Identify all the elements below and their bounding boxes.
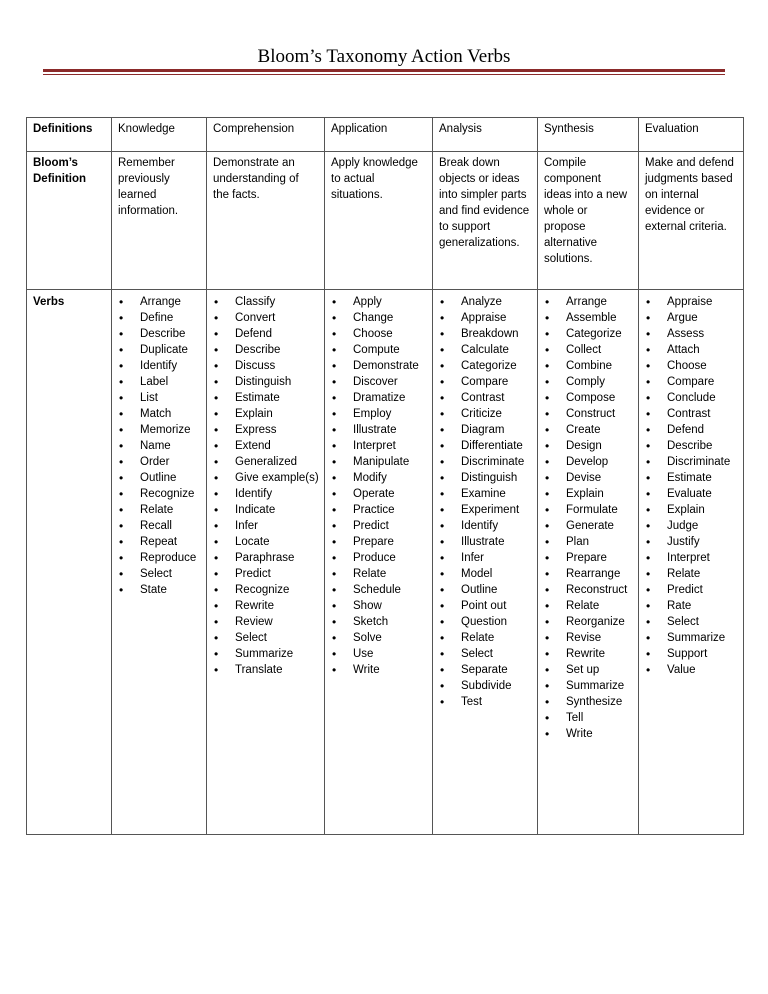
verb-item: • Write [331, 662, 427, 678]
verb-item: • Plan [544, 534, 633, 550]
verb-item: • Extend [213, 438, 319, 454]
verb-item: • Outline [118, 470, 201, 486]
verb-item: • Arrange [544, 294, 633, 310]
header-cell: Application [325, 118, 433, 152]
verb-item: • Discover [331, 374, 427, 390]
verb-item: • Justify [645, 534, 738, 550]
verb-item: • Illustrate [331, 422, 427, 438]
verb-list [439, 294, 532, 710]
verb-item: • Assemble [544, 310, 633, 326]
verb-item: • Explain [645, 502, 738, 518]
verb-item: • Predict [331, 518, 427, 534]
verb-item: • Calculate [439, 342, 532, 358]
verb-item: • Combine [544, 358, 633, 374]
verb-item: • Judge [645, 518, 738, 534]
verb-item: • Repeat [118, 534, 201, 550]
verb-item: • Operate [331, 486, 427, 502]
verb-item: • Reproduce [118, 550, 201, 566]
definition-cell: Apply knowledge to actual situations. [325, 152, 433, 290]
verb-item: • Distinguish [213, 374, 319, 390]
verb-item: • Rewrite [213, 598, 319, 614]
verb-item: • State [118, 582, 201, 598]
verb-item: • Estimate [645, 470, 738, 486]
verb-item: • Locate [213, 534, 319, 550]
verb-item: • Interpret [645, 550, 738, 566]
verb-item: • Separate [439, 662, 532, 678]
verb-item: • Categorize [439, 358, 532, 374]
definition-cell: Demonstrate an understanding of the facts. [207, 152, 325, 290]
verb-item: • Evaluate [645, 486, 738, 502]
verb-item: • Memorize [118, 422, 201, 438]
verb-item: • Duplicate [118, 342, 201, 358]
verb-item: • Construct [544, 406, 633, 422]
verb-item: • List [118, 390, 201, 406]
verb-item: • Appraise [645, 294, 738, 310]
verb-item: • Select [439, 646, 532, 662]
verb-item: • Identify [439, 518, 532, 534]
verb-item: • Compare [645, 374, 738, 390]
verb-item: • Show [331, 598, 427, 614]
header-row [27, 118, 744, 152]
verb-item: • Sketch [331, 614, 427, 630]
verb-item: • Formulate [544, 502, 633, 518]
verb-item: • Classify [213, 294, 319, 310]
title-rule-thick [43, 69, 725, 72]
verb-item: • Order [118, 454, 201, 470]
verb-item: • Convert [213, 310, 319, 326]
verb-item: • Identify [118, 358, 201, 374]
verb-item: • Rate [645, 598, 738, 614]
verb-item: • Practice [331, 502, 427, 518]
verb-item: • Give example(s) [213, 470, 319, 486]
verb-item: • Summarize [544, 678, 633, 694]
verb-item: • Examine [439, 486, 532, 502]
verb-item: • Review [213, 614, 319, 630]
verb-item: • Match [118, 406, 201, 422]
verb-item: • Relate [439, 630, 532, 646]
verb-item: • Explain [544, 486, 633, 502]
verb-item: • Paraphrase [213, 550, 319, 566]
verb-item: • Analyze [439, 294, 532, 310]
verb-item: • Question [439, 614, 532, 630]
verb-item: • Compute [331, 342, 427, 358]
verb-item: • Tell [544, 710, 633, 726]
verb-item: • Write [544, 726, 633, 742]
verb-item: • Subdivide [439, 678, 532, 694]
verb-item: • Argue [645, 310, 738, 326]
verb-item: • Conclude [645, 390, 738, 406]
verb-item: • Design [544, 438, 633, 454]
verbs-cell [112, 290, 207, 835]
verb-item: • Dramatize [331, 390, 427, 406]
verb-item: • Summarize [645, 630, 738, 646]
verb-item: • Point out [439, 598, 532, 614]
verbs-cell [325, 290, 433, 835]
verb-item: • Discuss [213, 358, 319, 374]
verb-item: • Create [544, 422, 633, 438]
verb-item: • Synthesize [544, 694, 633, 710]
verb-item: • Discriminate [439, 454, 532, 470]
verb-item: • Recognize [213, 582, 319, 598]
verb-item: • Diagram [439, 422, 532, 438]
verb-item: • Translate [213, 662, 319, 678]
verb-item: • Infer [213, 518, 319, 534]
verb-item: • Compare [439, 374, 532, 390]
verb-item: • Choose [331, 326, 427, 342]
verb-item: • Defend [645, 422, 738, 438]
verb-item: • Breakdown [439, 326, 532, 342]
verb-item: • Schedule [331, 582, 427, 598]
verb-item: • Explain [213, 406, 319, 422]
definition-cell: Break down objects or ideas into simpler parts and find evidence to support generalizations. [433, 152, 538, 290]
verb-item: • Express [213, 422, 319, 438]
verb-item: • Select [118, 566, 201, 582]
verb-item: • Relate [645, 566, 738, 582]
verb-item: • Estimate [213, 390, 319, 406]
definition-label: Bloom’s Definition [27, 152, 112, 290]
verb-list [118, 294, 201, 598]
verb-item: • Identify [213, 486, 319, 502]
verb-item: • Develop [544, 454, 633, 470]
verb-item: • Rewrite [544, 646, 633, 662]
verb-item: • Interpret [331, 438, 427, 454]
verb-item: • Outline [439, 582, 532, 598]
verb-item: • Apply [331, 294, 427, 310]
verb-item: • Rearrange [544, 566, 633, 582]
taxonomy-table [26, 117, 744, 835]
header-cell: Knowledge [112, 118, 207, 152]
header-cell: Definitions [27, 118, 112, 152]
definition-cell: Compile component ideas into a new whole or propose alternative solutions. [538, 152, 639, 290]
title-rule-thin [43, 74, 725, 75]
page-title: Bloom’s Taxonomy Action Verbs [257, 46, 511, 67]
header-cell: Evaluation [639, 118, 744, 152]
verb-item: • Distinguish [439, 470, 532, 486]
verb-item: • Infer [439, 550, 532, 566]
verb-item: • Attach [645, 342, 738, 358]
verb-item: • Label [118, 374, 201, 390]
verb-list [544, 294, 633, 742]
verb-item: • Criticize [439, 406, 532, 422]
verb-item: • Select [645, 614, 738, 630]
verb-item: • Demonstrate [331, 358, 427, 374]
verb-item: • Contrast [439, 390, 532, 406]
verb-item: • Appraise [439, 310, 532, 326]
verb-item: • Summarize [213, 646, 319, 662]
verb-item: • Solve [331, 630, 427, 646]
verb-item: • Predict [213, 566, 319, 582]
verb-item: • Produce [331, 550, 427, 566]
verb-item: • Predict [645, 582, 738, 598]
verb-item: • Assess [645, 326, 738, 342]
verb-item: • Differentiate [439, 438, 532, 454]
verb-item: • Recognize [118, 486, 201, 502]
verb-item: • Model [439, 566, 532, 582]
verb-item: • Revise [544, 630, 633, 646]
verb-item: • Change [331, 310, 427, 326]
definition-row [27, 152, 744, 290]
verb-item: • Indicate [213, 502, 319, 518]
verb-item: • Collect [544, 342, 633, 358]
verb-item: • Defend [213, 326, 319, 342]
verb-item: • Recall [118, 518, 201, 534]
verb-item: • Select [213, 630, 319, 646]
verb-item: • Illustrate [439, 534, 532, 550]
verb-item: • Choose [645, 358, 738, 374]
verb-item: • Compose [544, 390, 633, 406]
verb-item: • Reorganize [544, 614, 633, 630]
verb-list [213, 294, 319, 678]
verb-item: • Name [118, 438, 201, 454]
header-cell: Analysis [433, 118, 538, 152]
verb-item: • Use [331, 646, 427, 662]
verb-list [645, 294, 738, 678]
header-cell: Synthesis [538, 118, 639, 152]
verb-item: • Set up [544, 662, 633, 678]
verb-item: • Prepare [544, 550, 633, 566]
verb-item: • Arrange [118, 294, 201, 310]
verbs-cell [639, 290, 744, 835]
verb-item: • Experiment [439, 502, 532, 518]
verb-item: • Describe [645, 438, 738, 454]
verb-item: • Comply [544, 374, 633, 390]
verb-item: • Value [645, 662, 738, 678]
verbs-row [27, 290, 744, 835]
verb-item: • Discriminate [645, 454, 738, 470]
verb-item: • Define [118, 310, 201, 326]
verb-item: • Modify [331, 470, 427, 486]
verb-item: • Generate [544, 518, 633, 534]
verb-item: • Support [645, 646, 738, 662]
header-cell: Comprehension [207, 118, 325, 152]
verb-item: • Categorize [544, 326, 633, 342]
verbs-label: Verbs [27, 290, 112, 835]
verb-item: • Describe [213, 342, 319, 358]
verb-item: • Test [439, 694, 532, 710]
verb-item: • Describe [118, 326, 201, 342]
verb-item: • Contrast [645, 406, 738, 422]
verbs-cell [433, 290, 538, 835]
verbs-cell [538, 290, 639, 835]
definition-cell: Make and defend judgments based on internal evidence or external criteria. [639, 152, 744, 290]
verb-item: • Prepare [331, 534, 427, 550]
verb-item: • Employ [331, 406, 427, 422]
verb-item: • Generalized [213, 454, 319, 470]
verb-item: • Reconstruct [544, 582, 633, 598]
verb-item: • Manipulate [331, 454, 427, 470]
verb-list [331, 294, 427, 678]
verb-item: • Devise [544, 470, 633, 486]
verbs-cell [207, 290, 325, 835]
verb-item: • Relate [544, 598, 633, 614]
verb-item: • Relate [331, 566, 427, 582]
verb-item: • Relate [118, 502, 201, 518]
definition-cell: Remember previously learned information. [112, 152, 207, 290]
